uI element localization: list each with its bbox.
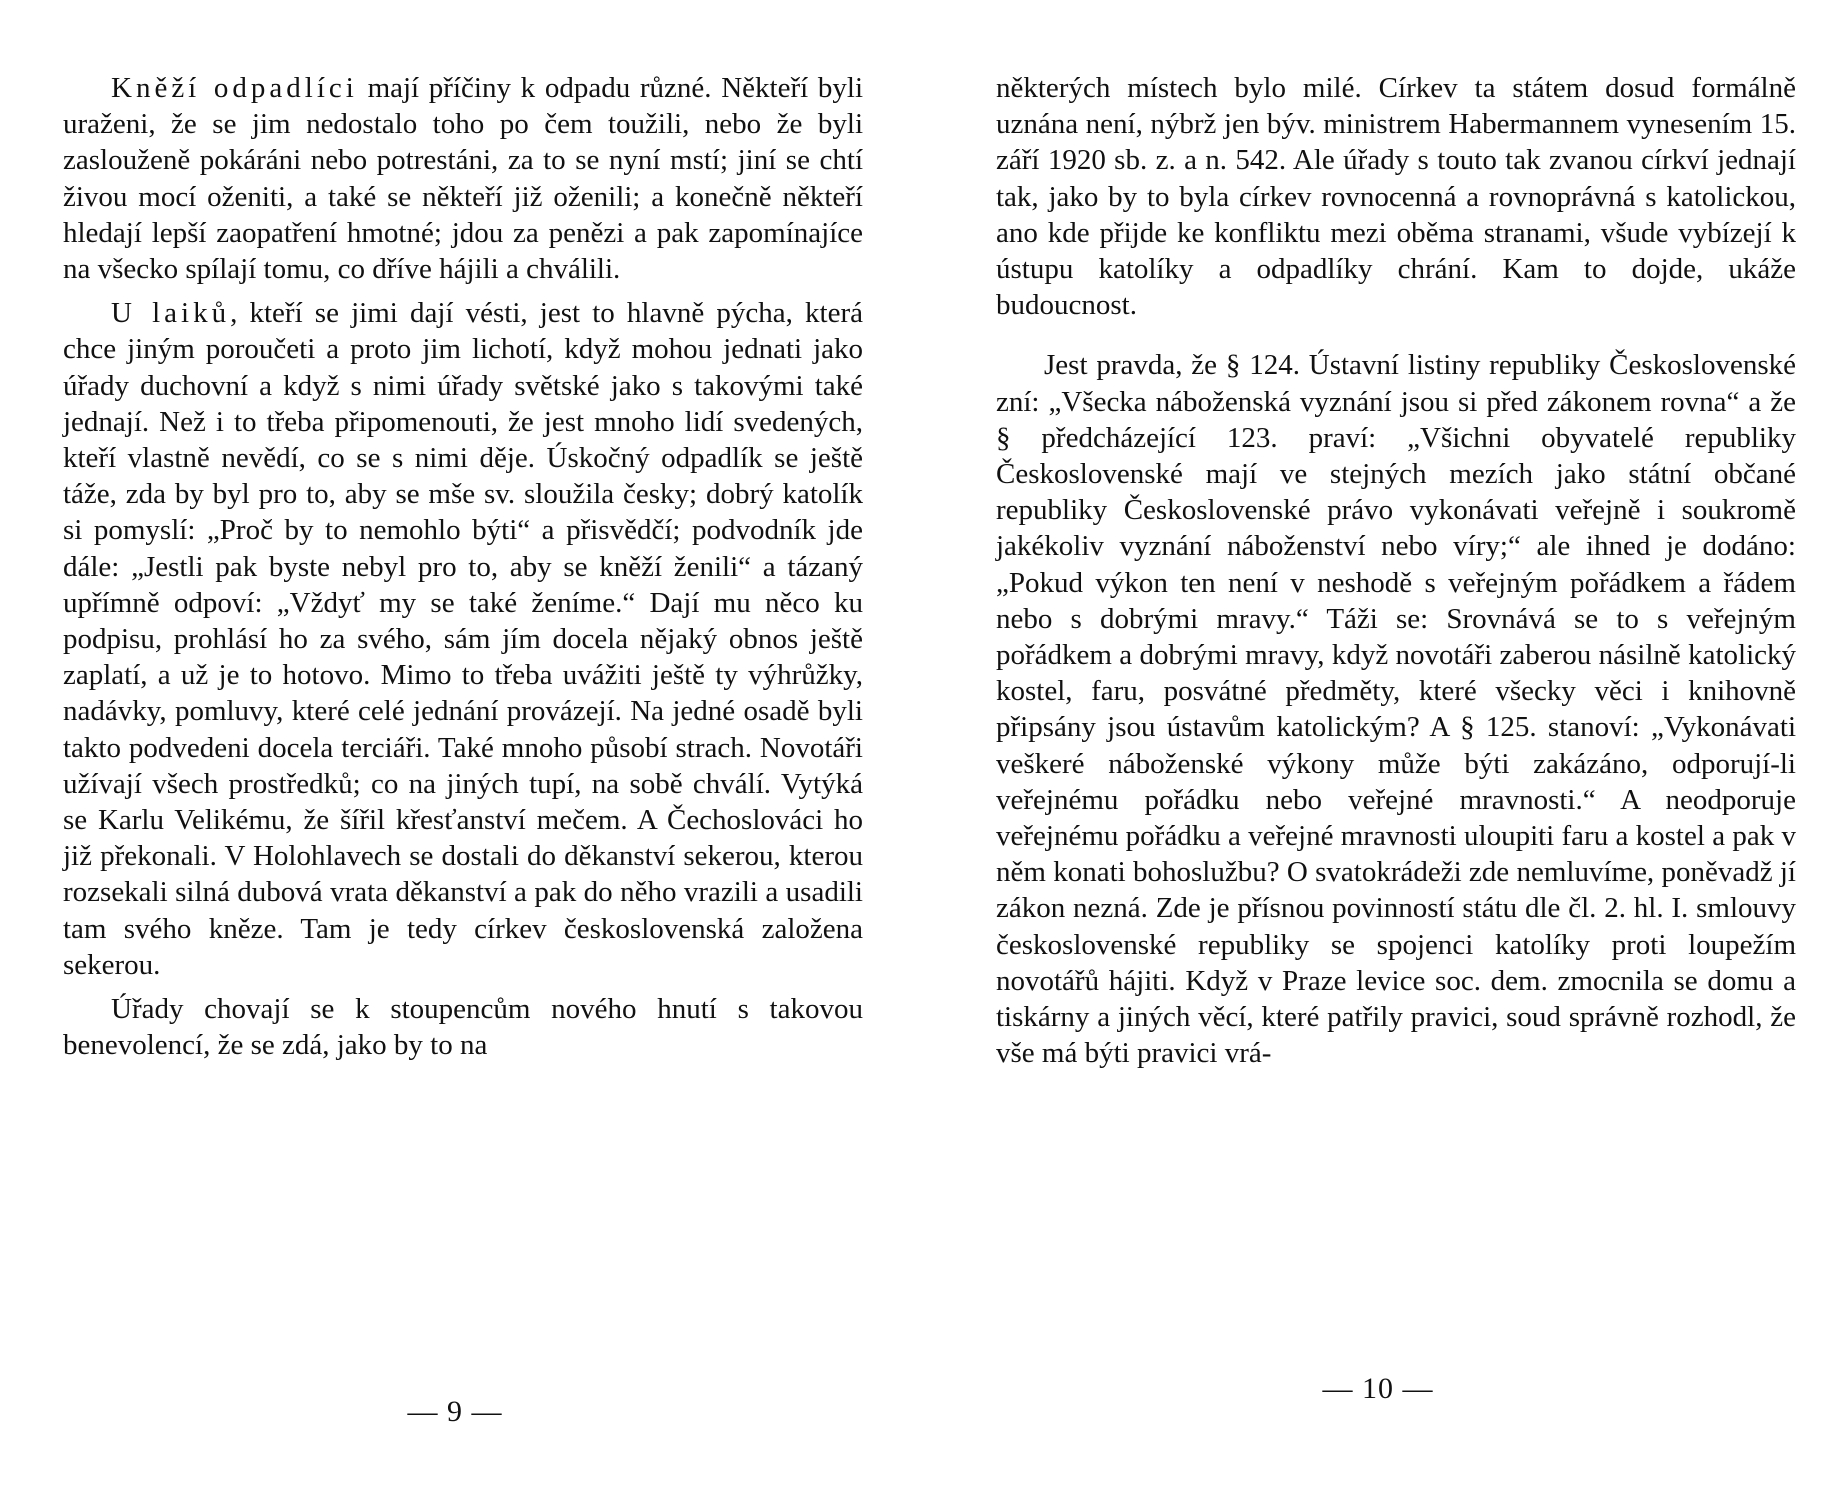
right-page-number: — 10 — [1322, 1372, 1434, 1405]
right-page-text [996, 70, 1796, 1071]
left-paragraph-1-lead: Kněží odpadlíci [111, 72, 358, 104]
left-paragraph-2 [63, 295, 863, 983]
left-paragraph-3: Úřady chovají se k stoupencům nového hnutí s takovou benevolencí, že se zdá, jako by to na [63, 993, 863, 1062]
left-page-text [63, 70, 863, 1063]
paragraph-gap [996, 323, 1796, 347]
right-page [920, 0, 1840, 1501]
left-paragraph-1 [63, 70, 863, 287]
left-paragraph-2-lead: U laiků [111, 297, 231, 330]
left-paragraph-1-body: mají příčiny k odpadu různé. Někteří byli uraženi, že se jim nedostalo toho po čem toužili, nebo že byli zaslouženě pokáráni nebo potrestáni, za to se nyní mstí; jiní se chtí živou mocí oženiti, a také se někteří již oženili; a konečně někteří hledají lepší zaopatření hmotné; jdou za penězi a pak zapomínajíce na všecko spílají tomu, co dříve hájili a chválili. [63, 72, 864, 286]
left-page-number: — 9 — [407, 1395, 503, 1428]
right-paragraph-2: Jest pravda, že § 124. Ústavní listiny republiky Československé zní: „Všecka náboženská vyznání jsou si před zákonem rovna“ a že § předcházející 123. praví: „Všichni obyvatelé republiky Československé mají ve stejných mezích jako státní občané republiky Československé právo vykonávati veřejně i soukromě jakékoliv vyznání náboženství nebo víry;“ ale ihned je dodáno: „Pokud výkon ten není v neshodě s veřejným pořádkem a řádem nebo s dobrými mravy.“ Táži se: Srovnává se to s veřejným pořádkem a dobrými mravy, když novotáři zaberou násilně katolický kostel, faru, posvátné předměty, které všecky věci i knihovně připsány jsou ústavům katolickým? A § 125. stanoví: „Vykonávati veškeré náboženské výkony může býti zakázáno, odporují-li veřejnému pořádku nebo veřejné mravnosti.“ A neodporuje veřejnému pořádku a veřejné mravnosti uloupiti faru a kostel a pak v něm konati bohoslužbu? O svatokrádeži zde nemluvíme, poněvadž jí zákon nezná. Zde je přísnou povinností státu dle čl. 2. hl. I. smlouvy československé republiky se spojenci katolíky proti loupežím novotářů hájiti. Když v Praze levice soc. dem. zmocnila se domu a tiskárny a jiných věcí, které patřily pravici, soud správně rozhodl, že vše má býti pravici vrá- [996, 349, 1796, 1070]
right-paragraph-1: některých místech bylo milé. Církev ta státem dosud formálně uznána není, nýbrž jen býv. ministrem Habermannem vynesením 15. září 1920 sb. z. a n. 542. Ale úřady s touto tak zvanou církví jednají tak, jako by to byla církev rovnocenná a rovnoprávná s katolickou, ano kde přijde ke konfliktu mezi oběma stranami, všude vybízejí k ústupu katolíky a odpadlíky chrání. Kam to dojde, ukáže budoucnost. [996, 72, 1796, 322]
left-paragraph-2-body: , kteří se jimi dají vésti, jest to hlavně pýcha, která chce jiným poroučeti a proto jim lichotí, když mohou jednati jako úřady duchovní a když s nimi úřady světské jako s takovými také jednají. Než i to třeba připomenouti, že jest mnoho lidí svedených, kteří vlastně nevědí, co se s nimi děje. Úskočný odpadlík se ještě táže, zda by byl pro to, aby se mše sv. sloužila česky; dobrý katolík si pomyslí: „Proč by to nemohlo býti“ a přisvědčí; podvodník jde dále: „Jestli pak byste nebyl pro to, aby se kněží ženili“ a tázaný upřímně odpoví: „Vždyť my se také ženíme.“ Dají mu něco ku podpisu, prohlásí ho za svého, sám jím docela nějaký obnos ještě zaplatí, a už je to hotovo. Mimo to třeba uvážiti ještě ty výhrůžky, nadávky, pomluvy, které celé jednání provázejí. Na jedné osadě byli takto podvedeni docela terciáři. Také mnoho působí strach. Novotáři užívají všech prostředků; co na jiných tupí, na sobě chválí. Vytýká se Karlu Velikému, že šířil křesťanství mečem. A Čechoslováci ho již překonali. V Holohlavech se dostali do děkanství sekerou, kterou rozsekali silná dubová vrata děkanství a pak do něho vrazili a usadili tam svého kněze. Tam je tedy církev československá založena sekerou. [63, 297, 863, 981]
